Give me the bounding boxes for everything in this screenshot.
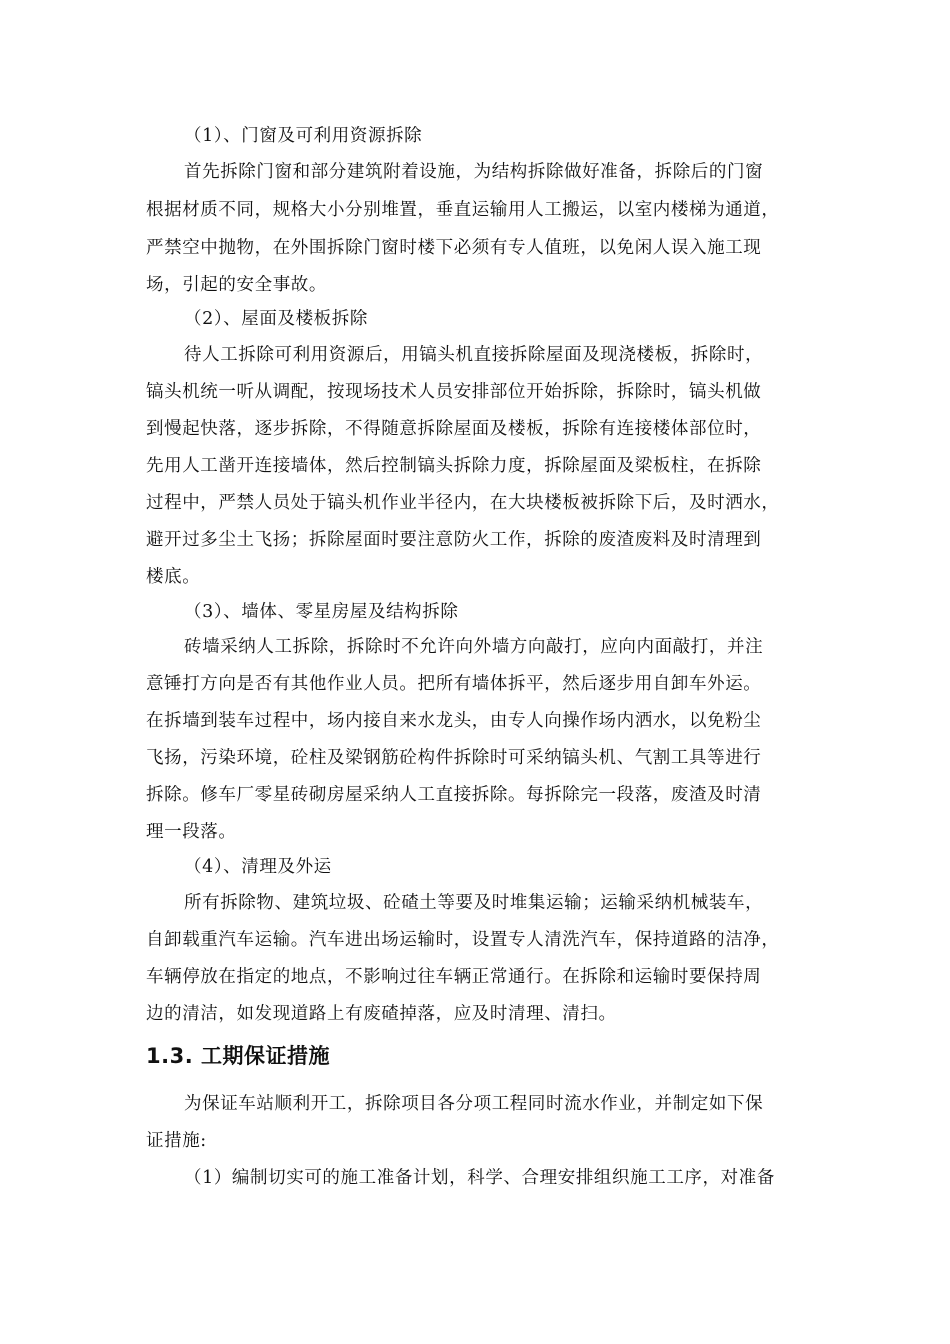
paragraph-line: 边的清洁，如发现道路上有废碴掉落，应及时清理、清扫。 <box>146 1004 617 1024</box>
subsection-title: （1）、门窗及可利用资源拆除 <box>184 126 423 146</box>
paragraph-line: 避开过多尘土飞扬；拆除屋面时要注意防火工作，拆除的废渣废料及时清理到 <box>146 530 762 550</box>
paragraph-line: 首先拆除门窗和部分建筑附着设施，为结构拆除做好准备，拆除后的门窗 <box>184 162 764 182</box>
subsection-title: （2）、屋面及楼板拆除 <box>184 309 368 329</box>
paragraph-line: 拆除。修车厂零星砖砌房屋采纳人工直接拆除。每拆除完一段落，废渣及时清 <box>146 785 762 805</box>
paragraph-line: 为保证车站顺利开工，拆除项目各分项工程同时流水作业，并制定如下保 <box>184 1094 764 1114</box>
paragraph-line: 车辆停放在指定的地点，不影响过往车辆正常通行。在拆除和运输时要保持周 <box>146 967 762 987</box>
paragraph-line: 根据材质不同，规格大小分别堆置，垂直运输用人工搬运，以室内楼梯为通道， <box>146 200 780 220</box>
paragraph-line: 到慢起快落，逐步拆除，不得随意拆除屋面及楼板，拆除有连接楼体部位时， <box>146 419 762 439</box>
paragraph-line: （1）编制切实可的施工准备计划，科学、合理安排组织施工工序，对准备 <box>184 1168 775 1188</box>
paragraph-line: 楼底。 <box>146 567 201 587</box>
paragraph-line: 场，引起的安全事故。 <box>146 275 327 295</box>
paragraph-line: 过程中，严禁人员处于镐头机作业半径内，在大块楼板被拆除下后，及时洒水， <box>146 493 780 513</box>
subsection-title: （3）、墙体、零星房屋及结构拆除 <box>184 602 459 622</box>
paragraph-line: 待人工拆除可利用资源后，用镐头机直接拆除屋面及现浇楼板，拆除时， <box>184 345 764 365</box>
paragraph-line: 飞扬，污染环境，砼柱及梁钢筋砼构件拆除时可采纳镐头机、气割工具等进行 <box>146 748 762 768</box>
paragraph-line: 严禁空中抛物，在外围拆除门窗时楼下必须有专人值班，以免闲人误入施工现 <box>146 238 762 258</box>
subsection-title: （4）、清理及外运 <box>184 857 332 877</box>
paragraph-line: 先用人工凿开连接墙体，然后控制镐头拆除力度，拆除屋面及梁板柱，在拆除 <box>146 456 762 476</box>
paragraph-line: 所有拆除物、建筑垃圾、砼碴土等要及时堆集运输；运输采纳机械装车， <box>184 893 764 913</box>
paragraph-line: 镐头机统一听从调配，按现场技术人员安排部位开始拆除，拆除时，镐头机做 <box>146 382 762 402</box>
paragraph-line: 自卸载重汽车运输。汽车进出场运输时，设置专人清洗汽车，保持道路的洁净， <box>146 930 780 950</box>
paragraph-line: 证措施: <box>146 1131 207 1151</box>
paragraph-line: 砖墙采纳人工拆除，拆除时不允许向外墙方向敲打，应向内面敲打，并注 <box>184 637 764 657</box>
paragraph-line: 在拆墙到装车过程中，场内接自来水龙头，由专人向操作场内洒水，以免粉尘 <box>146 711 762 731</box>
paragraph-line: 意锤打方向是否有其他作业人员。把所有墙体拆平，然后逐步用自卸车外运。 <box>146 674 762 694</box>
section-heading: 1.3. 工期保证措施 <box>146 1044 330 1068</box>
paragraph-line: 理一段落。 <box>146 822 237 842</box>
